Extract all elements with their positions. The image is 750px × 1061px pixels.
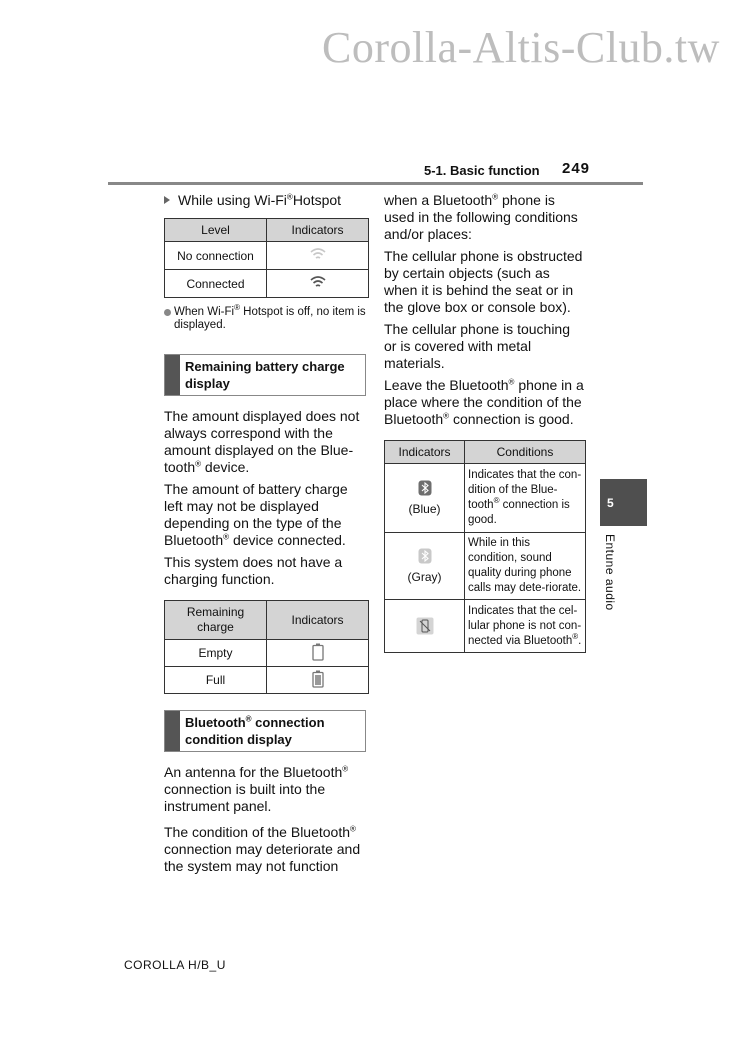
table-row xyxy=(385,464,586,533)
table-row xyxy=(165,270,369,298)
table-header: Conditions xyxy=(465,441,586,464)
table-row xyxy=(385,533,586,600)
right-paragraph: The cellular phone is touching or is covered with metal materials. xyxy=(384,321,571,371)
left-column xyxy=(164,192,369,880)
right-paragraph: Leave the Bluetooth® phone in a place where the condition of the Bluetooth® connection is good. xyxy=(384,377,584,427)
wifi-table xyxy=(164,218,369,298)
watermark: Corolla-Altis-Club.tw xyxy=(322,23,720,72)
section-title: 5-1. Basic function xyxy=(424,163,540,178)
bluetooth-indicator-table xyxy=(384,440,586,653)
condition-cell: Indicates that the cel-lular phone is not con-nected via Bluetooth®. xyxy=(465,600,586,653)
indicator-cell xyxy=(267,640,369,667)
table-row xyxy=(385,600,586,653)
wifi-heading: While using Wi-Fi®Hotspot xyxy=(164,192,369,208)
table-row xyxy=(165,667,369,694)
footer-label: COROLLA H/B_U xyxy=(124,958,226,972)
page-number: 249 xyxy=(562,160,591,177)
battery-paragraph: The amount displayed does not always correspond with the amount displayed on the Blue-tooth® device. xyxy=(164,408,360,475)
battery-empty-icon xyxy=(312,643,324,661)
bluetooth-connection-subheading: Bluetooth® connection condition display xyxy=(164,710,366,752)
bluetooth-gray-icon xyxy=(418,548,432,564)
condition-cell: While in this condition, sound quality during phone calls may dete-riorate. xyxy=(465,533,586,600)
battery-subheading: Remaining battery charge display xyxy=(164,354,366,396)
wifi-weak-icon xyxy=(309,247,327,261)
bluetooth-blue-icon xyxy=(418,480,432,496)
right-column xyxy=(384,192,586,653)
bluetooth-paragraph: An antenna for the Bluetooth® connection is built into the instrument panel. xyxy=(164,764,349,814)
bluetooth-paragraph: The condition of the Bluetooth® connection may deteriorate and the system may not function xyxy=(164,824,361,874)
indicator-cell: (Gray) xyxy=(385,533,465,600)
wifi-note: When Wi-Fi® Hotspot is off, no item is displayed. xyxy=(164,306,369,332)
table-header: Remaining charge xyxy=(165,601,267,640)
table-row xyxy=(165,640,369,667)
level-cell: No connection xyxy=(165,242,267,270)
table-header: Level xyxy=(165,219,267,242)
battery-paragraph: The amount of battery charge left may not be displayed depending on the type of the Bluetooth® device connected. xyxy=(164,481,348,548)
table-header: Indicators xyxy=(267,219,369,242)
header-rule xyxy=(108,182,643,185)
condition-cell: Indicates that the con-dition of the Blue-tooth® connection is good. xyxy=(465,464,586,533)
phone-not-connected-icon xyxy=(416,617,434,635)
table-header: Indicators xyxy=(267,601,369,640)
bullet-dot-icon xyxy=(164,309,171,316)
chapter-label: Entune audio xyxy=(603,534,617,611)
right-paragraph: when a Bluetooth® phone is used in the following conditions and/or places: xyxy=(384,192,578,242)
table-row xyxy=(165,242,369,270)
indicator-cell xyxy=(385,600,465,653)
indicator-cell xyxy=(267,270,369,298)
table-header: Indicators xyxy=(385,441,465,464)
battery-full-icon xyxy=(312,670,324,688)
level-cell: Full xyxy=(165,667,267,694)
battery-paragraph: This system does not have a charging function. xyxy=(164,554,343,587)
indicator-cell xyxy=(267,667,369,694)
battery-table xyxy=(164,600,369,694)
level-cell: Connected xyxy=(165,270,267,298)
wifi-full-icon xyxy=(309,275,327,289)
right-paragraph: The cellular phone is obstructed by certain objects (such as when it is behind the seat or in the glove box or console box). xyxy=(384,248,583,315)
indicator-cell xyxy=(267,242,369,270)
triangle-bullet-icon xyxy=(164,196,170,204)
chapter-tab: 5 xyxy=(600,479,647,526)
indicator-cell: (Blue) xyxy=(385,464,465,533)
level-cell: Empty xyxy=(165,640,267,667)
